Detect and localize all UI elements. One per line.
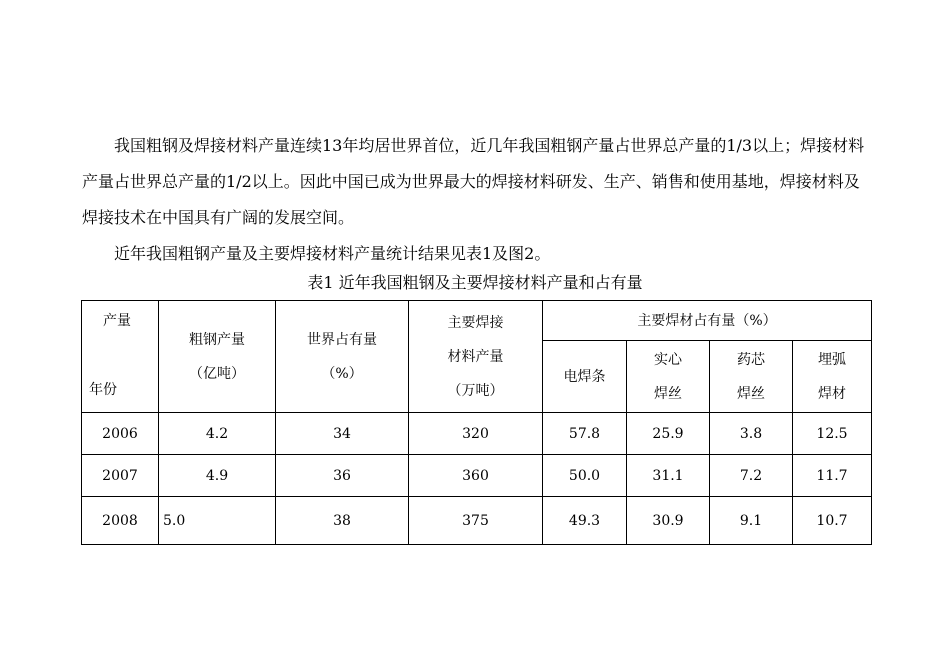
cell-solid-wire: 25.9: [627, 413, 710, 455]
cell-year: 2006: [82, 413, 159, 455]
cell-flux-cored-wire: 9.1: [710, 497, 793, 545]
header-share-group: 主要焊材占有量（%）: [543, 301, 872, 341]
cell-crude-steel: 5.0: [159, 497, 276, 545]
cell-flux-cored-wire: 7.2: [710, 455, 793, 497]
reference-paragraph: 近年我国粗钢产量及主要焊接材料产量统计结果见表1及图2。: [114, 244, 551, 263]
header-welding-output: 主要焊接 材料产量 （万吨）: [409, 301, 543, 413]
cell-solid-wire: 30.9: [627, 497, 710, 545]
cell-submerged-arc: 11.7: [793, 455, 872, 497]
cell-flux-cored-wire: 3.8: [710, 413, 793, 455]
cell-electrode: 57.8: [543, 413, 627, 455]
cell-welding-output: 320: [409, 413, 543, 455]
header-solid-wire: 实心 焊丝: [627, 341, 710, 413]
corner-year-label: 年份: [89, 382, 117, 398]
corner-header-cell: [82, 301, 159, 413]
cell-solid-wire: 31.1: [627, 455, 710, 497]
cell-welding-output: 375: [409, 497, 543, 545]
header-crude-steel: 粗钢产量 （亿吨）: [159, 301, 276, 413]
table-row: [82, 413, 872, 455]
cell-world-share: 34: [276, 413, 409, 455]
header-submerged-arc: 埋弧 焊材: [793, 341, 872, 413]
cell-electrode: 49.3: [543, 497, 627, 545]
corner-output-label: 产量: [103, 313, 131, 329]
table-caption: 表1 近年我国粗钢及主要焊接材料产量和占有量: [307, 273, 643, 292]
table-row: [82, 497, 872, 545]
header-world-share: 世界占有量 （%）: [276, 301, 409, 413]
cell-year: 2008: [82, 497, 159, 545]
cell-submerged-arc: 12.5: [793, 413, 872, 455]
cell-year: 2007: [82, 455, 159, 497]
cell-submerged-arc: 10.7: [793, 497, 872, 545]
cell-world-share: 38: [276, 497, 409, 545]
cell-crude-steel: 4.9: [159, 455, 276, 497]
cell-welding-output: 360: [409, 455, 543, 497]
cell-crude-steel: 4.2: [159, 413, 276, 455]
table-row: [82, 455, 872, 497]
cell-electrode: 50.0: [543, 455, 627, 497]
header-electrode: 电焊条: [543, 341, 627, 413]
header-flux-cored-wire: 药芯 焊丝: [710, 341, 793, 413]
intro-paragraph: 我国粗钢及焊接材料产量连续13年均居世界首位，近几年我国粗钢产量占世界总产量的1/3以上；焊接材料产量占世界总产量的1/2以上。因此中国已成为世界最大的焊接材料研发、生产、销售和使用基地，焊接材料及焊接技术在中国具有广阔的发展空间。: [82, 136, 865, 227]
production-table: [81, 300, 872, 545]
cell-world-share: 36: [276, 455, 409, 497]
